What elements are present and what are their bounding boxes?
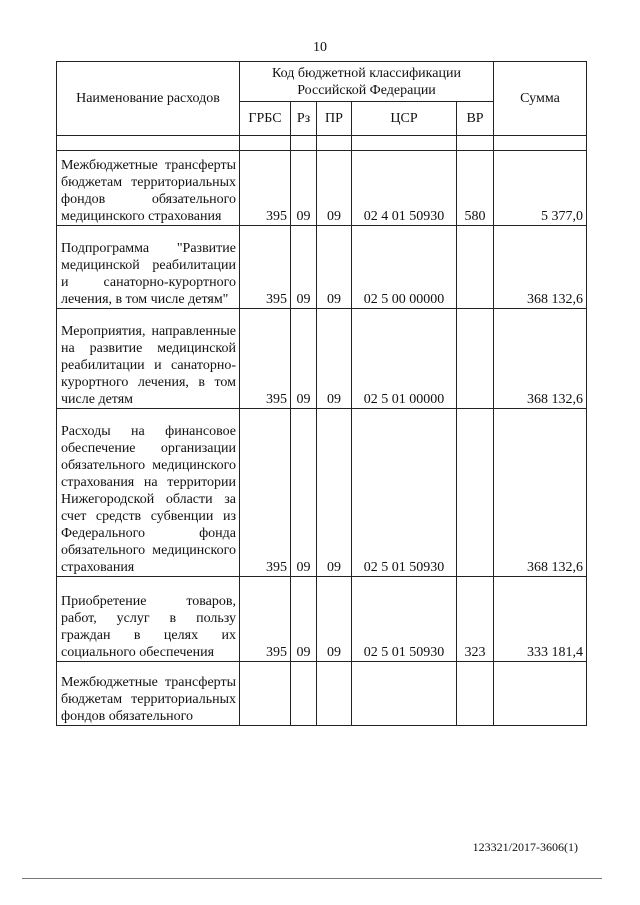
- header-code-group: Код бюджетной классификации Российской Федерации: [240, 62, 494, 102]
- header-name: Наименование расходов: [57, 62, 240, 136]
- row-rz: [291, 662, 317, 726]
- row-grbs: 395: [240, 309, 291, 409]
- row-grbs: 395: [240, 577, 291, 662]
- row-csr: 02 5 01 00000: [352, 309, 457, 409]
- row-amount: 5 377,0: [494, 151, 587, 226]
- footer-divider: [22, 878, 602, 879]
- header-amount: Сумма: [494, 62, 587, 136]
- row-csr: [352, 662, 457, 726]
- row-name: Подпрограмма "Развитие медицинской реабилитации и санаторно-курортного лечения, в том числе детям": [57, 226, 240, 309]
- row-name: Расходы на финансовое обеспечение организации обязательного медицинского страхования на территории Нижегородской области за счет средств субвенции из Федерального фонда обязательного медицинского страхования: [57, 409, 240, 577]
- row-rz: 09: [291, 409, 317, 577]
- header-grbs: ГРБС: [240, 102, 291, 136]
- row-name: Межбюджетные трансферты бюджетам территориальных фондов обязательного медицинского страхования: [57, 151, 240, 226]
- row-rz: 09: [291, 577, 317, 662]
- table-row: [57, 151, 587, 226]
- document-code: 123321/2017-3606(1): [472, 840, 578, 854]
- budget-table: [56, 61, 587, 726]
- row-vr: [457, 309, 494, 409]
- row-csr: 02 5 00 00000: [352, 226, 457, 309]
- row-rz: 09: [291, 226, 317, 309]
- row-name: Межбюджетные трансферты бюджетам территориальных фондов обязательного: [57, 662, 240, 726]
- table-row: [57, 409, 587, 577]
- row-name: Мероприятия, направленные на развитие медицинской реабилитации и санаторно-курортного лечения, в том числе детям: [57, 309, 240, 409]
- header-rz: Рз: [291, 102, 317, 136]
- table-row: [57, 577, 587, 662]
- row-amount: 368 132,6: [494, 309, 587, 409]
- row-grbs: 395: [240, 226, 291, 309]
- header-pr: ПР: [317, 102, 352, 136]
- row-vr: 323: [457, 577, 494, 662]
- spacer-row: [57, 136, 587, 151]
- row-pr: 09: [317, 309, 352, 409]
- row-csr: 02 5 01 50930: [352, 409, 457, 577]
- row-vr: 580: [457, 151, 494, 226]
- row-vr: [457, 662, 494, 726]
- row-rz: 09: [291, 309, 317, 409]
- row-csr: 02 4 01 50930: [352, 151, 457, 226]
- page-number: 10: [313, 40, 327, 55]
- row-amount: 368 132,6: [494, 226, 587, 309]
- row-pr: 09: [317, 151, 352, 226]
- table-row: [57, 662, 587, 726]
- row-pr: 09: [317, 577, 352, 662]
- row-name: Приобретение товаров, работ, услуг в пользу граждан в целях их социального обеспечения: [57, 577, 240, 662]
- row-amount: 368 132,6: [494, 409, 587, 577]
- row-vr: [457, 226, 494, 309]
- header-vr: ВР: [457, 102, 494, 136]
- row-pr: 09: [317, 409, 352, 577]
- table-row: [57, 226, 587, 309]
- row-grbs: 395: [240, 151, 291, 226]
- row-amount: [494, 662, 587, 726]
- table-row: [57, 309, 587, 409]
- row-pr: [317, 662, 352, 726]
- row-grbs: 395: [240, 409, 291, 577]
- row-grbs: [240, 662, 291, 726]
- row-rz: 09: [291, 151, 317, 226]
- row-vr: [457, 409, 494, 577]
- header-csr: ЦСР: [352, 102, 457, 136]
- row-csr: 02 5 01 50930: [352, 577, 457, 662]
- row-amount: 333 181,4: [494, 577, 587, 662]
- row-pr: 09: [317, 226, 352, 309]
